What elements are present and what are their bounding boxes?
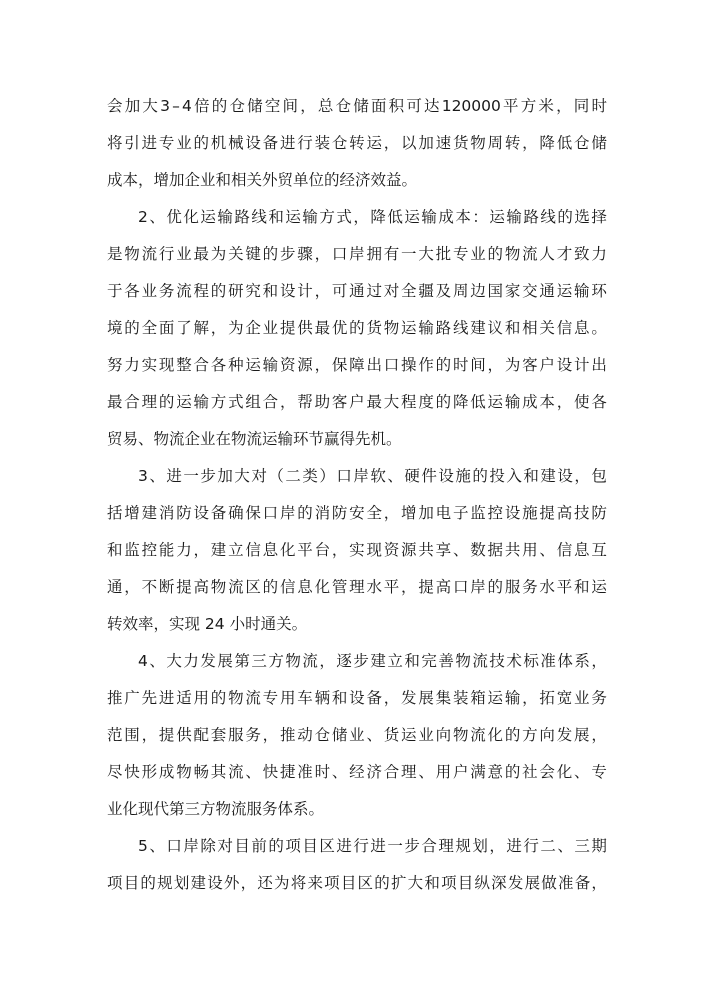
body-text: [107, 88, 607, 902]
text-line: 项 目 的 规 划 建 设 外 ， 还 为 将 来 项 目 区 的 扩 大 和 项 目 纵 深 发 展 做 准 备 ，: [107, 874, 607, 892]
text-line: 转效率，实现 24 小时通关。: [107, 615, 308, 633]
text-line: 推 广 先 进 适 用 的 物 流 专 用 车 辆 和 设 备 ， 发 展 集 装 箱 运 输 ， 拓 宽 业 务: [107, 689, 607, 707]
text-line: 将 引 进 专 业 的 机 械 设 备 进 行 装 仓 转 运 ， 以 加 速 货 物 周 转 ， 降 低 仓 储: [107, 134, 607, 152]
text-line: 通 ， 不 断 提 高 物 流 区 的 信 息 化 管 理 水 平 ， 提 高 口 岸 的 服 务 水 平 和 运: [107, 578, 607, 596]
text-line: 于 各 业 务 流 程 的 研 究 和 设 计 ， 可 通 过 对 全 疆 及 周 边 国 家 交 通 运 输 环: [107, 282, 607, 300]
text-line: 贸易、物流企业在物流运输环节赢得先机。: [107, 430, 402, 448]
text-line: 会 加 大 3 – 4 倍 的 仓 储 空 间 ， 总 仓 储 面 积 可 达 120000 平 方 米 ， 同 时: [107, 97, 607, 115]
text-line: 3 、 进 一 步 加 大 对 （ 二 类 ） 口 岸 软 、 硬 件 设 施 的 投 入 和 建 设 ， 包: [138, 467, 607, 485]
text-line: 括 增 建 消 防 设 备 确 保 口 岸 的 消 防 安 全 ， 增 加 电 子 监 控 设 施 提 高 技 防: [107, 504, 607, 522]
text-line: 成本，增加企业和相关外贸单位的经济效益。: [107, 171, 418, 189]
text-line: 范 围 ， 提 供 配 套 服 务 ， 推 动 仓 储 业 、 货 运 业 向 物 流 化 的 方 向 发 展 ，: [107, 726, 607, 744]
text-line: 2 、 优 化 运 输 路 线 和 运 输 方 式 ， 降 低 运 输 成 本 ： 运 输 路 线 的 选 择: [138, 208, 607, 226]
text-line: 是 物 流 行 业 最 为 关 键 的 步 骤 ， 口 岸 拥 有 一 大 批 专 业 的 物 流 人 才 致 力: [107, 245, 607, 263]
text-line: 尽 快 形 成 物 畅 其 流 、 快 捷 准 时 、 经 济 合 理 、 用 户 满 意 的 社 会 化 、 专: [107, 763, 607, 781]
text-line: 最 合 理 的 运 输 方 式 组 合 ， 帮 助 客 户 最 大 程 度 的 降 低 运 输 成 本 ， 使 各: [107, 393, 607, 411]
text-line: 业化现代第三方物流服务体系。: [107, 800, 325, 818]
text-line: 5 、 口 岸 除 对 目 前 的 项 目 区 进 行 进 一 步 合 理 规 划 ， 进 行 二 、 三 期: [138, 837, 607, 855]
text-line: 境 的 全 面 了 解 ， 为 企 业 提 供 最 优 的 货 物 运 输 路 线 建 议 和 相 关 信 息 。: [107, 319, 607, 337]
text-line: 和 监 控 能 力 ， 建 立 信 息 化 平 台 ， 实 现 资 源 共 享 、 数 据 共 用 、 信 息 互: [107, 541, 607, 559]
text-line: 努 力 实 现 整 合 各 种 运 输 资 源 ， 保 障 出 口 操 作 的 时 间 ， 为 客 户 设 计 出: [107, 356, 607, 374]
text-line: 4 、 大 力 发 展 第 三 方 物 流 ， 逐 步 建 立 和 完 善 物 流 技 术 标 准 体 系 ，: [138, 652, 607, 670]
